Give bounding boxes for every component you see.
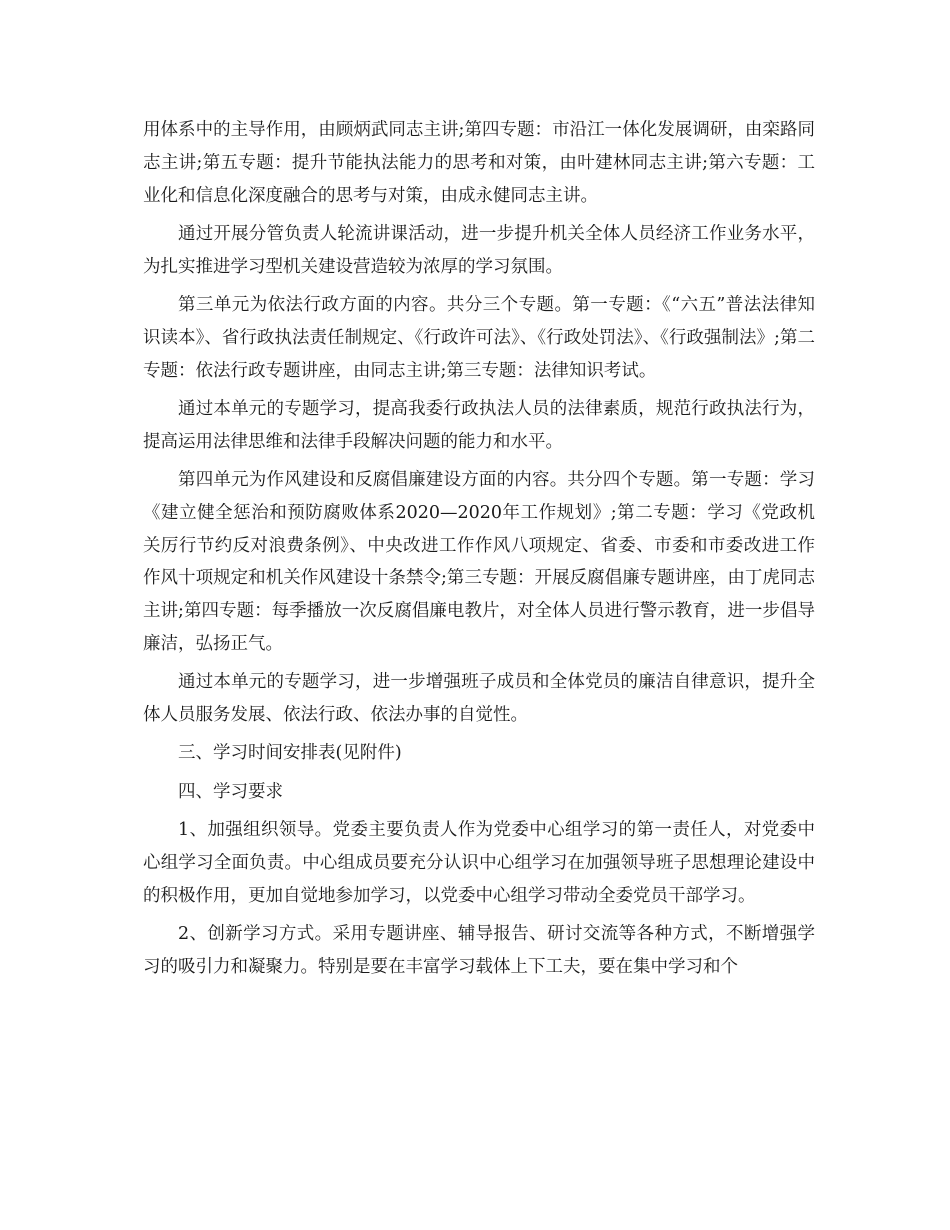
section-heading-4: 四、学习要求 <box>178 781 283 802</box>
paragraph-1: 用体系中的主导作用，由顾炳武同志主讲;第四专题：市沿江一体化发展调研，由栾路同志主讲;第五专题：提升节能执法能力的思考和对策，由叶建林同志主讲;第六专题：工业化和信息化深度融合的思考与对策，由成永健同志主讲。 <box>143 120 815 206</box>
paragraph-requirement-2: 2、创新学习方式。采用专题讲座、辅导报告、研讨交流等各种方式，不断增强学习的吸引力和凝聚力。特别是要在丰富学习载体上下工夫，要在集中学习和个 <box>143 923 815 977</box>
paragraph-6: 通过本单元的专题学习，进一步增强班子成员和全体党员的廉洁自律意识，提升全体人员服务发展、依法行政、依法办事的自觉性。 <box>143 672 815 726</box>
paragraph-2: 通过开展分管负责人轮流讲课活动，进一步提升机关全体人员经济工作业务水平，为扎实推进学习型机关建设营造较为浓厚的学习氛围。 <box>143 223 815 277</box>
paragraph-5: 第四单元为作风建设和反腐倡廉建设方面的内容。共分四个专题。第一专题：学习《建立健全惩治和预防腐败体系2020—2020年工作规划》;第二专题：学习《党政机关厉行节约反对浪费条例》、中央改进工作作风八项规定、省委、市委和市委改进工作作风十项规定和机关作风建设十条禁令;第三专题：开展反腐倡廉专题讲座，由丁虎同志主讲;第四专题：每季播放一次反腐倡廉电教片，对全体人员进行警示教育，进一步倡导廉洁，弘扬正气。 <box>143 469 815 654</box>
paragraph-3: 第三单元为依法行政方面的内容。共分三个专题。第一专题：《“六五”普法法律知识读本》、省行政执法责任制规定、《行政许可法》、《行政处罚法》、《行政强制法》;第二专题：依法行政专题讲座，由同志主讲;第三专题：法律知识考试。 <box>143 294 815 381</box>
document-page <box>143 114 815 989</box>
paragraph-4: 通过本单元的专题学习，提高我委行政执法人员的法律素质，规范行政执法行为，提高运用法律思维和法律手段解决问题的能力和水平。 <box>143 398 815 452</box>
paragraph-requirement-1: 1、加强组织领导。党委主要负责人作为党委中心组学习的第一责任人，对党委中心组学习全面负责。中心组成员要充分认识中心组学习在加强领导班子思想理论建设中的积极作用，更加自觉地参加学习，以党委中心组学习带动全委党员干部学习。 <box>143 819 815 906</box>
section-heading-3: 三、学习时间安排表(见附件) <box>178 743 402 764</box>
